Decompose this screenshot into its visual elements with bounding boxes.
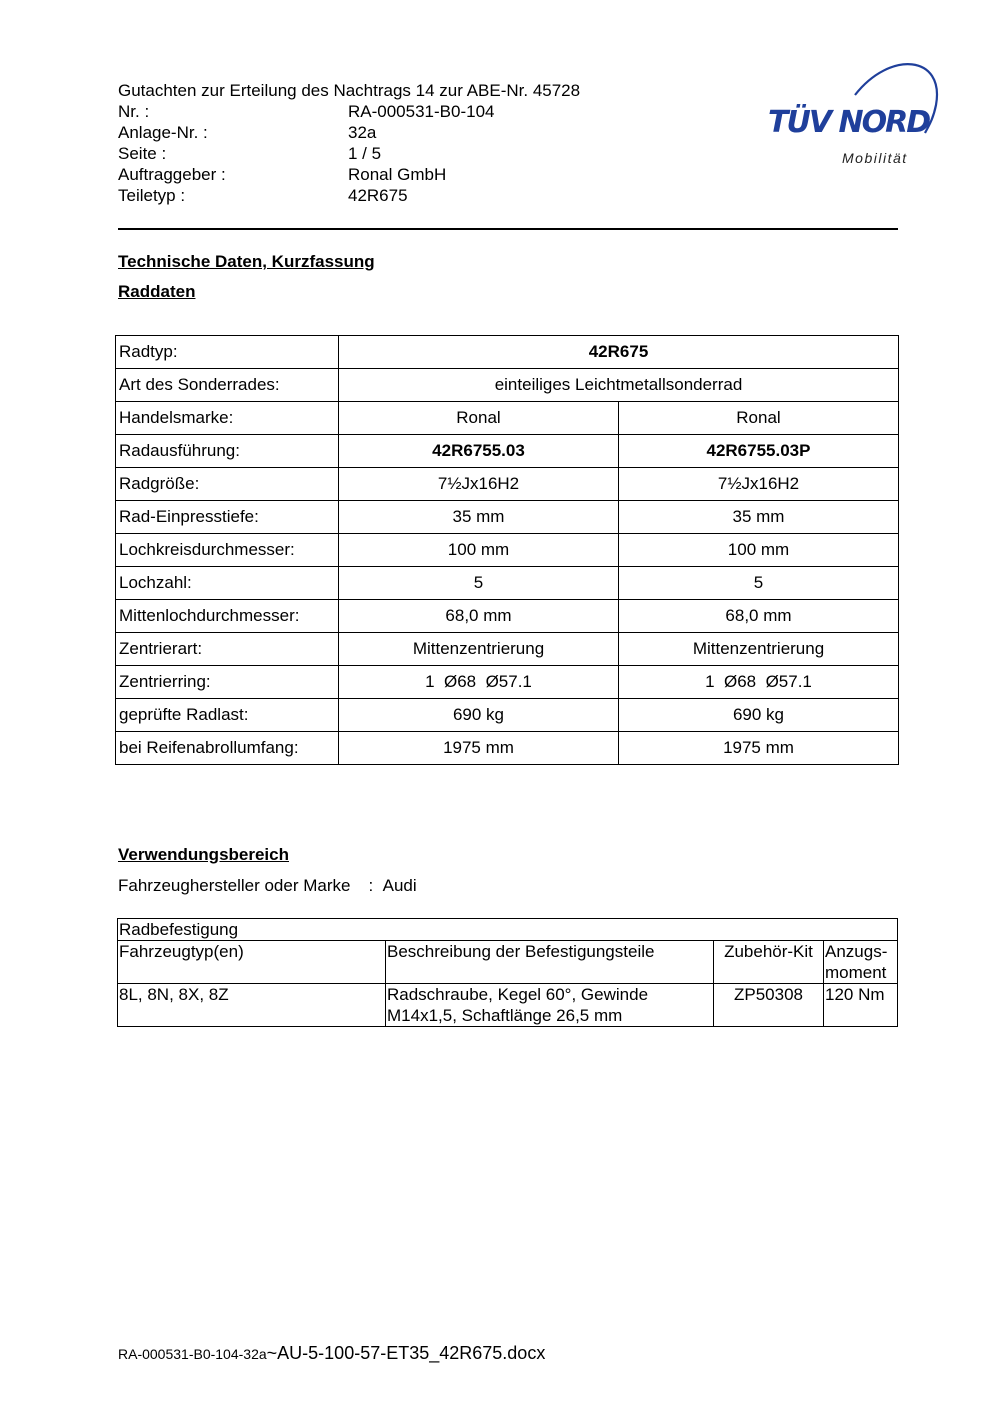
description-cell — [386, 984, 714, 1027]
cell-variant-1: 100 mm — [339, 534, 619, 567]
cell-variant-1: 690 kg — [339, 699, 619, 732]
manufacturer-label: Fahrzeughersteller oder Marke — [118, 876, 351, 895]
vehicle-types-cell: 8L, 8N, 8X, 8Z — [118, 984, 386, 1027]
row-label: Handelsmarke: — [116, 402, 339, 435]
header-field-seite — [118, 143, 494, 164]
header-cell: Beschreibung der Befestigungsteile — [386, 941, 714, 984]
table-row — [116, 468, 899, 501]
header-field-auftraggeber — [118, 164, 494, 185]
cell-variant-2: 5 — [619, 567, 899, 600]
header-key: Seite : — [118, 144, 167, 163]
cell-variant-2: 42R6755.03P — [619, 435, 899, 468]
cell-variant-2: Mittenzentrierung — [619, 633, 899, 666]
header-key: Auftraggeber : — [118, 165, 226, 184]
header-cell: Fahrzeugtyp(en) — [118, 941, 386, 984]
header-line: moment — [825, 963, 887, 982]
table-row — [118, 919, 898, 941]
table-row — [116, 369, 899, 402]
manufacturer-line — [118, 876, 417, 896]
header-line: Anzugs- — [825, 942, 888, 961]
kit-cell: ZP50308 — [714, 984, 824, 1027]
section-heading-verwendung: Verwendungsbereich — [118, 845, 289, 864]
cell-variant-2: 1975 mm — [619, 732, 899, 765]
table-row — [116, 732, 899, 765]
row-label: geprüfte Radlast: — [116, 699, 339, 732]
table-row — [116, 666, 899, 699]
cell-variant-2: 1 Ø68 Ø57.1 — [619, 666, 899, 699]
cell-variant-1: 42R6755.03 — [339, 435, 619, 468]
row-label: Radgröße: — [116, 468, 339, 501]
row-label: bei Reifenabrollumfang: — [116, 732, 339, 765]
footer-filename — [118, 1343, 545, 1364]
radtyp-value: 42R675 — [339, 336, 899, 369]
header-key: Teiletyp : — [118, 186, 186, 205]
description-line: Radschraube, Kegel 60°, Gewinde — [387, 985, 649, 1004]
row-label: Zentrierring: — [116, 666, 339, 699]
table-row — [116, 336, 899, 369]
row-label: Lochzahl: — [116, 567, 339, 600]
cell-variant-1: 68,0 mm — [339, 600, 619, 633]
section-heading-tech: Technische Daten, Kurzfassung — [118, 252, 375, 271]
mounting-table — [117, 918, 898, 1027]
table-row — [116, 435, 899, 468]
cell-variant-1: 7½Jx16H2 — [339, 468, 619, 501]
table-row — [116, 600, 899, 633]
header-field-teiletyp — [118, 185, 494, 206]
wheel-data-table — [115, 335, 899, 765]
header-divider — [118, 228, 898, 230]
cell-variant-2: 7½Jx16H2 — [619, 468, 899, 501]
cell-variant-2: 35 mm — [619, 501, 899, 534]
header-value: 42R675 — [348, 186, 408, 205]
cell-variant-1: Ronal — [339, 402, 619, 435]
header-field-nr — [118, 101, 494, 122]
manufacturer-separator: : — [368, 876, 374, 895]
header-cell — [824, 941, 898, 984]
header-value: Ronal GmbH — [348, 165, 447, 184]
row-label: Rad-Einpresstiefe: — [116, 501, 339, 534]
cell-variant-1: 5 — [339, 567, 619, 600]
logo-subtitle: Mobilität — [842, 150, 908, 166]
art-value: einteiliges Leichtmetallsonderrad — [339, 369, 899, 402]
table-row — [116, 501, 899, 534]
table-row — [116, 534, 899, 567]
footer-prefix: RA-000531-B0-104-32a — [118, 1346, 267, 1362]
table-row — [116, 567, 899, 600]
document-title: Gutachten zur Erteilung des Nachtrags 14 zur ABE-Nr. 45728 — [118, 81, 581, 100]
header-value: RA-000531-B0-104 — [348, 102, 495, 121]
cell-variant-2: 68,0 mm — [619, 600, 899, 633]
cell-variant-2: 100 mm — [619, 534, 899, 567]
cell-variant-2: 690 kg — [619, 699, 899, 732]
table-row — [116, 633, 899, 666]
cell-variant-1: 1 Ø68 Ø57.1 — [339, 666, 619, 699]
table-row — [116, 402, 899, 435]
row-label: Art des Sonderrades: — [116, 369, 339, 402]
table-header-row — [118, 941, 898, 984]
footer-file: ~AU-5-100-57-ET35_42R675.docx — [266, 1343, 546, 1363]
row-label: Radausführung: — [116, 435, 339, 468]
row-label: Mittenlochdurchmesser: — [116, 600, 339, 633]
header-key: Nr. : — [118, 102, 150, 121]
cell-variant-2: Ronal — [619, 402, 899, 435]
logo-wordmark: TÜV NORD — [768, 105, 930, 140]
table-row — [116, 699, 899, 732]
header-fields — [118, 101, 494, 206]
torque-cell: 120 Nm — [824, 984, 898, 1027]
description-line: M14x1,5, Schaftlänge 26,5 mm — [387, 1006, 623, 1025]
cell-variant-1: Mittenzentrierung — [339, 633, 619, 666]
section-heading-raddaten: Raddaten — [118, 282, 196, 301]
mounting-title: Radbefestigung — [118, 919, 898, 941]
header-cell: Zubehör-Kit — [714, 941, 824, 984]
header-field-anlage — [118, 122, 494, 143]
table-row — [118, 984, 898, 1027]
cell-variant-1: 1975 mm — [339, 732, 619, 765]
tuv-nord-logo — [760, 55, 945, 170]
manufacturer-value: Audi — [382, 876, 417, 895]
header-value: 32a — [348, 123, 377, 142]
row-label: Lochkreisdurchmesser: — [116, 534, 339, 567]
header-value: 1 / 5 — [348, 144, 382, 163]
row-label: Radtyp: — [116, 336, 339, 369]
row-label: Zentrierart: — [116, 633, 339, 666]
cell-variant-1: 35 mm — [339, 501, 619, 534]
header-key: Anlage-Nr. : — [118, 123, 208, 142]
